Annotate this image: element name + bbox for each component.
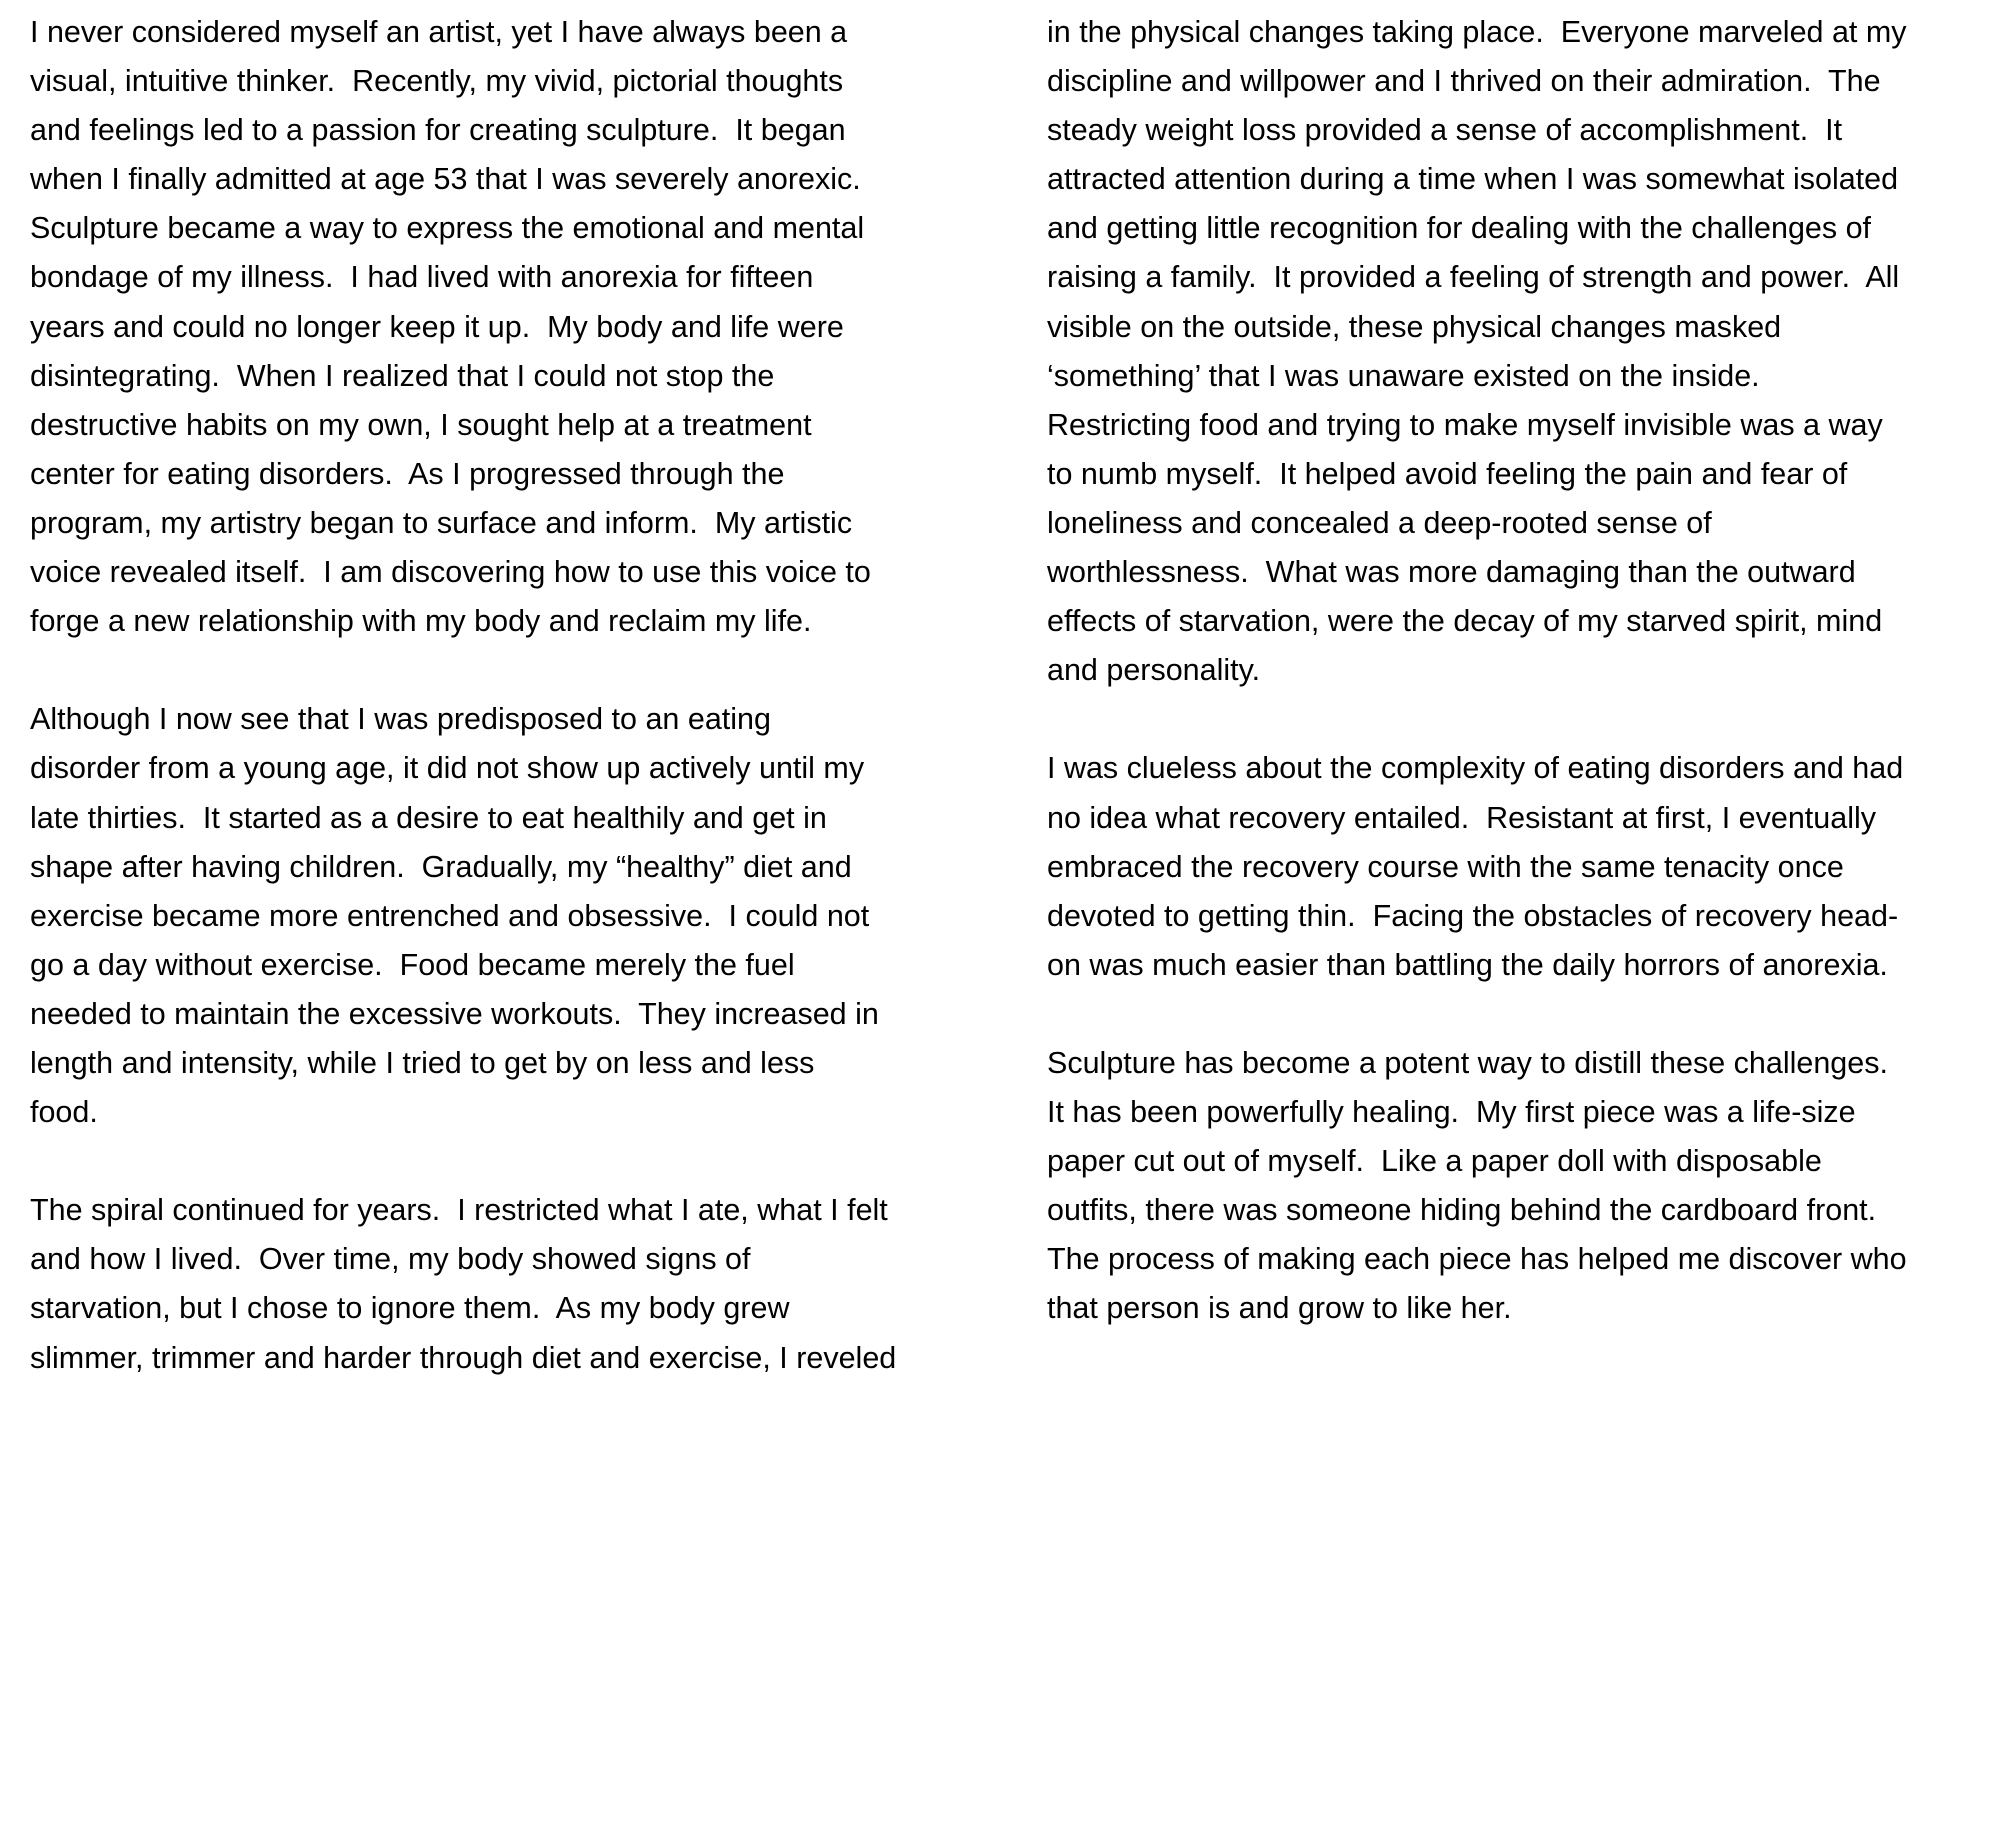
text-line: to numb myself. It helped avoid feeling the pain and fear of — [1047, 456, 1848, 491]
text-line: effects of starvation, were the decay of my starved spirit, mind — [1047, 604, 1883, 639]
text-line: visual, intuitive thinker. Recently, my vivid, pictorial thoughts — [30, 64, 844, 99]
text-line: late thirties. It started as a desire to eat healthily and get in — [30, 800, 827, 835]
text-line: center for eating disorders. As I progressed through the — [30, 456, 785, 491]
text-line: on was much easier than battling the daily horrors of anorexia. — [1047, 947, 1888, 982]
text-line: years and could no longer keep it up. My body and life were — [30, 309, 844, 344]
left-column — [30, 8, 960, 1383]
paragraph-break — [30, 1137, 960, 1186]
text-line: disorder from a young age, it did not show up actively until my — [30, 751, 865, 786]
text-line: worthlessness. What was more damaging than the outward — [1047, 555, 1856, 590]
text-line: outfits, there was someone hiding behind the cardboard front. — [1047, 1193, 1877, 1228]
text-line: devoted to getting thin. Facing the obstacles of recovery head- — [1047, 898, 1899, 933]
text-line: and feelings led to a passion for creating sculpture. It began — [30, 113, 846, 148]
text-line: I was clueless about the complexity of eating disorders and had — [1047, 751, 1904, 786]
text-line: bondage of my illness. I had lived with anorexia for fifteen — [30, 260, 814, 295]
text-line: go a day without exercise. Food became merely the fuel — [30, 947, 795, 982]
text-line: and getting little recognition for dealing with the challenges of — [1047, 211, 1872, 246]
text-line: exercise became more entrenched and obsessive. I could not — [30, 898, 870, 933]
text-line: and how I lived. Over time, my body showed signs of — [30, 1242, 751, 1277]
text-line: It has been powerfully healing. My first piece was a life-size — [1047, 1095, 1856, 1130]
text-line: paper cut out of myself. Like a paper doll with disposable — [1047, 1144, 1822, 1179]
text-line: and personality. — [1047, 653, 1261, 688]
paragraph-break — [1047, 695, 1987, 744]
text-line: when I finally admitted at age 53 that I was severely anorexic. — [30, 162, 861, 197]
text-line: length and intensity, while I tried to get by on less and less — [30, 1045, 815, 1080]
text-line: in the physical changes taking place. Everyone marveled at my — [1047, 15, 1907, 49]
text-line: The process of making each piece has helped me discover who — [1047, 1242, 1907, 1277]
text-line: slimmer, trimmer and harder through diet and exercise, I reveled — [30, 1340, 897, 1375]
text-line: raising a family. It provided a feeling of strength and power. All — [1047, 260, 1900, 295]
text-line: embraced the recovery course with the same tenacity once — [1047, 849, 1844, 884]
text-line: needed to maintain the excessive workouts. They increased in — [30, 996, 879, 1031]
text-line: The spiral continued for years. I restricted what I ate, what I felt — [30, 1193, 888, 1228]
paragraph-break — [30, 646, 960, 695]
text-line: forge a new relationship with my body and reclaim my life. — [30, 604, 812, 639]
text-line: no idea what recovery entailed. Resistant at first, I eventually — [1047, 800, 1877, 835]
text-line: destructive habits on my own, I sought help at a treatment — [30, 407, 812, 442]
text-line: Sculpture has become a potent way to distill these challenges. — [1047, 1045, 1888, 1080]
text-line: Although I now see that I was predisposed to an eating — [30, 702, 771, 737]
text-line: food. — [30, 1095, 98, 1130]
text-line: program, my artistry began to surface and inform. My artistic — [30, 505, 853, 540]
text-line: voice revealed itself. I am discovering how to use this voice to — [30, 555, 871, 590]
text-line: ‘something’ that I was unaware existed on the inside. — [1047, 358, 1760, 393]
text-line: Sculpture became a way to express the emotional and mental — [30, 211, 865, 246]
right-column — [1047, 8, 1987, 1334]
text-line: visible on the outside, these physical changes masked — [1047, 309, 1782, 344]
text-line: steady weight loss provided a sense of accomplishment. It — [1047, 113, 1843, 148]
text-line: shape after having children. Gradually, my “healthy” diet and — [30, 849, 852, 884]
text-line: that person is and grow to like her. — [1047, 1291, 1512, 1326]
text-line: loneliness and concealed a deep-rooted sense of — [1047, 505, 1712, 540]
text-line: starvation, but I chose to ignore them. As my body grew — [30, 1291, 790, 1326]
text-line: I never considered myself an artist, yet I have always been a — [30, 15, 848, 49]
text-line: Restricting food and trying to make myself invisible was a way — [1047, 407, 1883, 442]
paragraph-break — [1047, 990, 1987, 1039]
text-line: attracted attention during a time when I was somewhat isolated — [1047, 162, 1899, 197]
text-line: discipline and willpower and I thrived on their admiration. The — [1047, 64, 1881, 99]
text-line: disintegrating. When I realized that I could not stop the — [30, 358, 775, 393]
